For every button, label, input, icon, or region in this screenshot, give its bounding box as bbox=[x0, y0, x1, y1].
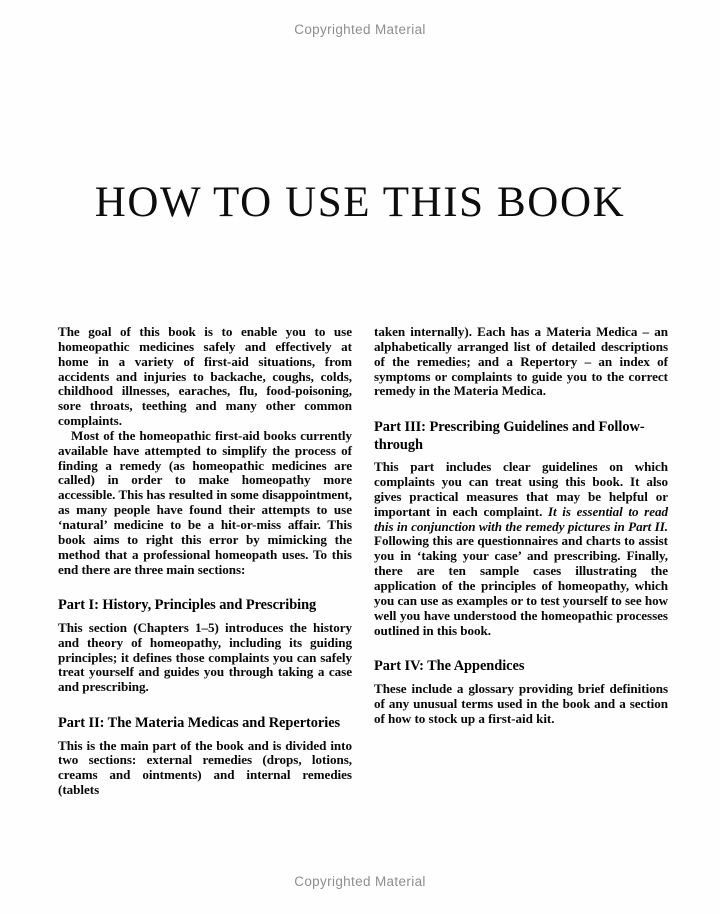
left-paragraph-2: Most of the homeopathic first-aid books currently available have attempted to simplify the process of finding a remedy (as homeopathic medicines are called) in order to make homeopathy more accessible. This has resulted in some disappointment, as many people have found their attempts to use ‘natural’ medicine to be a hit-or-miss affair. This book aims to right this error by mimicking the method that a professional homeopath uses. To this end there are three main sections: bbox=[58, 427, 352, 577]
heading-part-4: Part IV: The Appendices bbox=[374, 658, 525, 675]
watermark-top: Copyrighted Material bbox=[294, 22, 426, 37]
left-column bbox=[58, 325, 352, 798]
watermark-bottom: Copyrighted Material bbox=[294, 874, 426, 889]
right-paragraph-2-part-a: This part includes clear guidelines on which complaints you can treat using this book. It also gives practical measures that may be helpful or important in each complaint. bbox=[374, 459, 668, 519]
left-paragraph-3: This section (Chapters 1–5) introduces the history and theory of homeopathy, including its guiding principles; it defines those complaints you can safely treat yourself and guides you through taking a case and prescribing. bbox=[58, 619, 352, 695]
two-column-body bbox=[58, 325, 668, 798]
right-paragraph-2-italic-note: It is essential to read this in conjunction with the remedy pictures in Part II. bbox=[374, 503, 668, 534]
spacer bbox=[374, 638, 668, 658]
right-paragraph-2-part-b: Following this are questionnaires and charts to assist you in ‘taking your case’ and prescribing. Finally, there are ten sample cases illustrating the application of the principles of homeopathy, which you can use as examples or to test yourself to see how well you have understood the homeopathic processes outlined in this book. bbox=[374, 533, 668, 638]
page-title: HOW TO USE THIS BOOK bbox=[94, 178, 626, 226]
right-paragraph-3: These include a glossary providing brief definitions of any unusual terms used in the book and a section of how to stock up a first-aid kit. bbox=[374, 680, 668, 726]
heading-part-2: Part II: The Materia Medicas and Repertories bbox=[58, 715, 341, 732]
left-paragraph-1: The goal of this book is to enable you to use homeopathic medicines safely and effectively at home in a variety of first-aid situations, from accidents and injuries to backache, coughs, colds, childhood illnesses, earaches, flu, food-poisoning, sore throats, teething and many other common complaints. bbox=[58, 324, 352, 429]
left-paragraph-4: This is the main part of the book and is divided into two sections: external remedies (drops, lotions, creams and ointments) and internal remedies (tablets bbox=[58, 737, 352, 798]
heading-part-1: Part I: History, Principles and Prescribing bbox=[58, 597, 317, 614]
spacer bbox=[58, 577, 352, 597]
heading-part-3: Part III: Prescribing Guidelines and Follow-through bbox=[374, 419, 645, 453]
spacer bbox=[58, 695, 352, 715]
right-paragraph-1: taken internally). Each has a Materia Medica – an alphabetically arranged list of detailed descriptions of the remedies; and a Repertory – an index of symptoms or complaints to guide you to the correct remedy in the Materia Medica. bbox=[374, 324, 668, 399]
spacer bbox=[374, 399, 668, 419]
right-column bbox=[374, 325, 668, 726]
right-paragraph-2 bbox=[374, 460, 668, 638]
